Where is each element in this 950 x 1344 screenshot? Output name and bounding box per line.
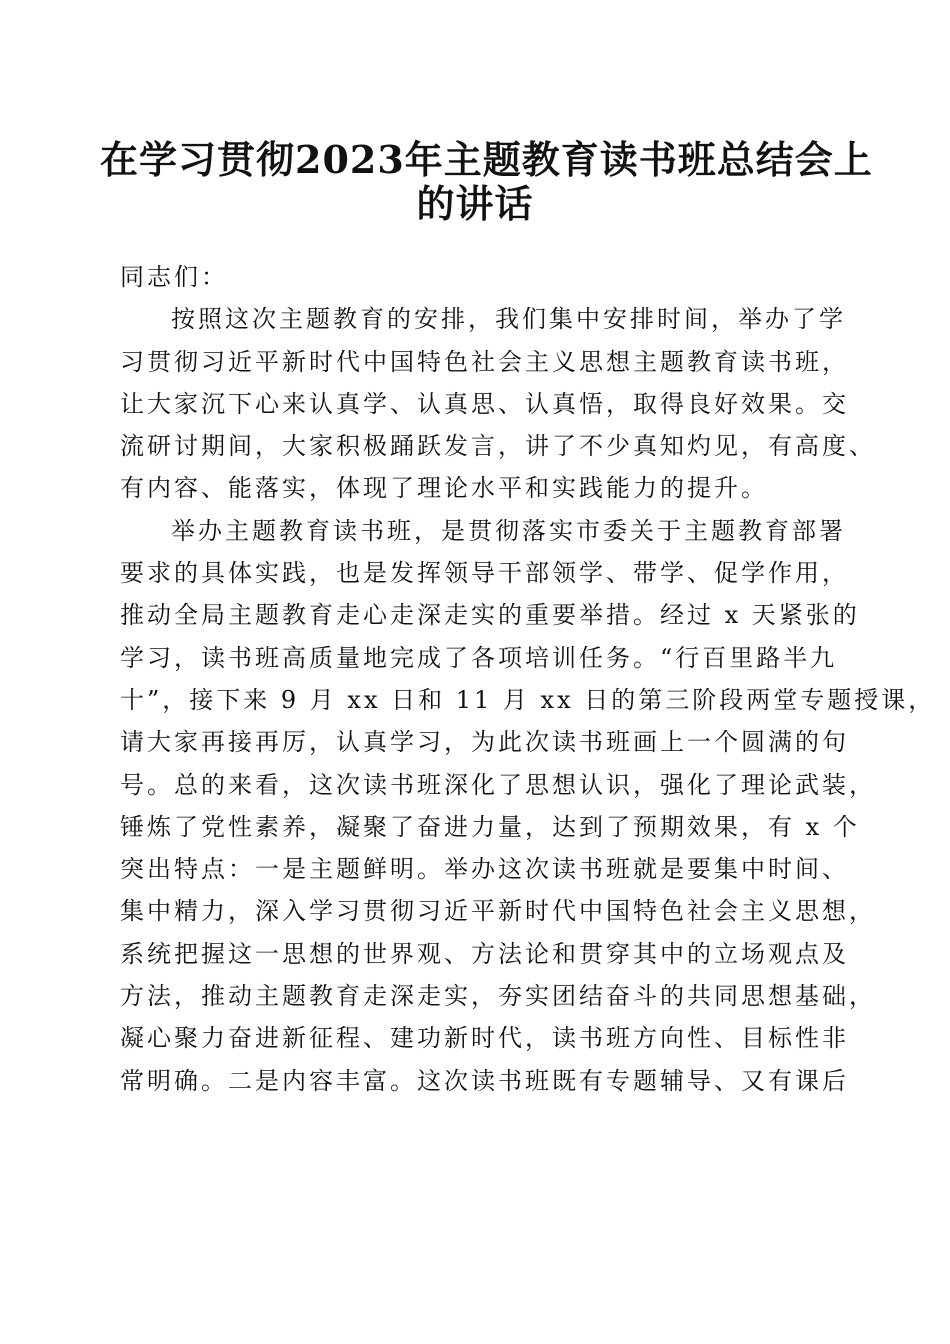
paragraph-line: 请大家再接再厉，认真学习，为此次读书班画上一个圆满的句 <box>120 728 849 757</box>
paragraph-line: 集中精力，深入学习贯彻习近平新时代中国特色社会主义思想， <box>120 897 876 926</box>
paragraph-line: 让大家沉下心来认真学、认真思、认真悟，取得良好效果。交 <box>120 389 849 418</box>
paragraph-line: 习贯彻习近平新时代中国特色社会主义思想主题教育读书班， <box>120 347 849 376</box>
paragraph-line: 学习，读书班高质量地完成了各项培训任务。“行百里路半九 <box>120 643 838 672</box>
document-body <box>120 256 936 1102</box>
paragraph-2 <box>120 510 936 1102</box>
paragraph-line: 要求的具体实践，也是发挥领导干部领学、带学、促学作用， <box>120 559 849 588</box>
document-title <box>100 137 873 226</box>
paragraph-line: 突出特点：一是主题鲜明。举办这次读书班就是要集中时间、 <box>120 855 849 884</box>
title-line-1: 在学习贯彻2023年主题教育读书班总结会上 <box>100 137 873 182</box>
paragraph-line: 流研讨期间，大家积极踊跃发言，讲了不少真知灼见，有高度、 <box>120 432 876 461</box>
paragraph-line: 锤炼了党性素养，凝聚了奋进力量，达到了预期效果，有 x 个 <box>120 812 860 841</box>
paragraph-line: 举办主题教育读书班，是贯彻落实市委关于主题教育部署 <box>171 516 846 545</box>
title-line-2: 的讲话 <box>416 181 534 226</box>
paragraph-line: 按照这次主题教育的安排，我们集中安排时间，举办了学 <box>171 305 846 334</box>
paragraph-line: 常明确。二是内容丰富。这次读书班既有专题辅导、又有课后 <box>120 1066 849 1095</box>
paragraph-line: 方法，推动主题教育走深走实，夯实团结奋斗的共同思想基础， <box>120 982 876 1011</box>
paragraph-line: 号。总的来看，这次读书班深化了思想认识，强化了理论武装， <box>120 770 876 799</box>
paragraph-line: 凝心聚力奋进新征程、建功新时代，读书班方向性、目标性非 <box>120 1024 849 1053</box>
paragraph-line: 十”，接下来 9 月 xx 日和 11 月 xx 日的第三阶段两堂专题授课， <box>120 685 936 714</box>
paragraph-line: 推动全局主题教育走心走深走实的重要举措。经过 x 天紧张的 <box>120 601 860 630</box>
salutation: 同志们： <box>120 263 228 291</box>
paragraph-line: 系统把握这一思想的世界观、方法论和贯穿其中的立场观点及 <box>120 939 849 968</box>
paragraph-1 <box>120 298 876 509</box>
paragraph-line: 有内容、能落实，体现了理论水平和实践能力的提升。 <box>120 474 768 503</box>
